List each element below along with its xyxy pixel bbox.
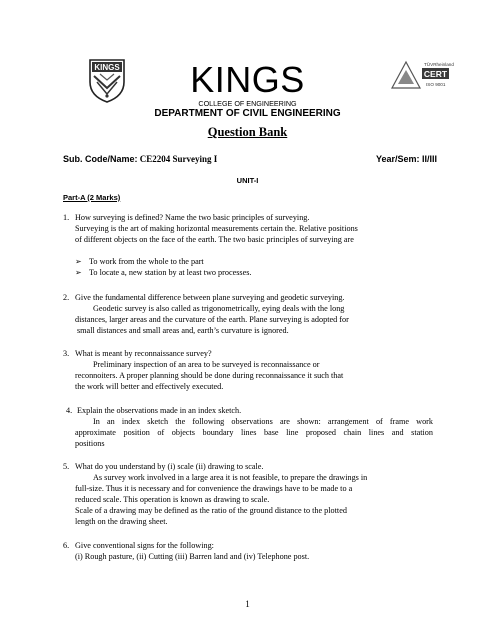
question-text: Explain the observations made in an index sketch.	[77, 406, 242, 415]
answer-line: Geodetic survey is also called as trigonometrically, eying deals with the long	[93, 304, 345, 313]
subject-code-value: CE2204 Surveying I	[139, 154, 218, 164]
question-text: What do you understand by (i) scale (ii) drawing to scale.	[75, 462, 264, 471]
answer-line: distances, larger areas and the curvature of the earth. Plane surveying is adopted for	[75, 315, 349, 324]
cert-top-text: TÜVRheinland	[424, 62, 454, 67]
part-heading: Part-A (2 Marks)	[63, 193, 121, 202]
document-title: Question Bank	[207, 125, 288, 139]
question-number: 3.	[63, 349, 70, 358]
question-number: 4.	[66, 406, 73, 415]
answer-line: reduced scale. This operation is known as drawing to scale.	[75, 495, 270, 504]
subject-row	[63, 154, 437, 165]
logo-text: KINGS	[94, 63, 120, 72]
answer-line: length on the drawing sheet.	[75, 517, 168, 526]
bullet-item: To work from the whole to the part	[89, 257, 204, 266]
question-number: 1.	[63, 213, 70, 222]
bullet-item: To locate a, new station by at least two processes.	[89, 268, 252, 277]
cert-iso-text: ISO 9001	[426, 82, 446, 87]
answer-line: Preliminary inspection of an area to be surveyed is reconnaissance or	[93, 360, 320, 369]
answer-line: full-size. Thus it is necessary and for convenience the drawings have to be made to a	[75, 484, 353, 493]
cert-mid-text: CERT	[423, 69, 448, 79]
answer-line: small distances and small areas and, earth’s curvature is ignored.	[77, 326, 289, 335]
answer-line: In an index sketch the following observations are shown: arrangement of frame work	[93, 417, 433, 426]
answer-line: positions	[75, 439, 105, 448]
subject-code-label: Sub. Code/Name:	[63, 154, 138, 164]
question-text: Give the fundamental difference between plane surveying and geodetic surveying.	[75, 293, 345, 302]
college-name-title: KINGS	[190, 59, 305, 100]
answer-line: Scale of a drawing may be defined as the ratio of the ground distance to the plotted	[75, 506, 347, 515]
unit-heading: UNIT-I	[236, 176, 259, 185]
answer-line: (i) Rough pasture, (ii) Cutting (iii) Barren land and (iv) Telephone post.	[75, 552, 310, 561]
answer-line: approximate position of objects boundary lines base line proposed chain lines and station	[75, 428, 433, 437]
question-number: 5.	[63, 462, 70, 471]
arrow-bullet-icon: ➢	[75, 268, 82, 277]
answer-line: of different objects on the face of the earth. The two basic principles of surveying are	[75, 235, 354, 244]
answer-line: reconnoiters. A proper planning should be done during reconnaissance it such that	[75, 371, 344, 380]
answer-line: Surveying is the art of making horizontal measurements certain the. Relative positions	[75, 224, 358, 233]
question-text: Give conventional signs for the following:	[75, 541, 214, 550]
year-semester: Year/Sem: II/III	[375, 154, 437, 164]
question-number: 6.	[63, 541, 70, 550]
question-text: What is meant by reconnaissance survey?	[75, 349, 212, 358]
question-text: How surveying is defined? Name the two basic principles of surveying.	[75, 213, 310, 222]
department-name: DEPARTMENT OF CIVIL ENGINEERING	[154, 108, 341, 119]
answer-line: As survey work involved in a large area it is not feasible, to prepare the drawings in	[93, 473, 368, 482]
answer-line: the work will better and effectively executed.	[75, 382, 224, 391]
college-subtitle: COLLEGE OF ENGINEERING	[198, 99, 297, 108]
arrow-bullet-icon: ➢	[75, 257, 82, 266]
page-number: 1	[245, 599, 250, 609]
question-number: 2.	[63, 293, 70, 302]
